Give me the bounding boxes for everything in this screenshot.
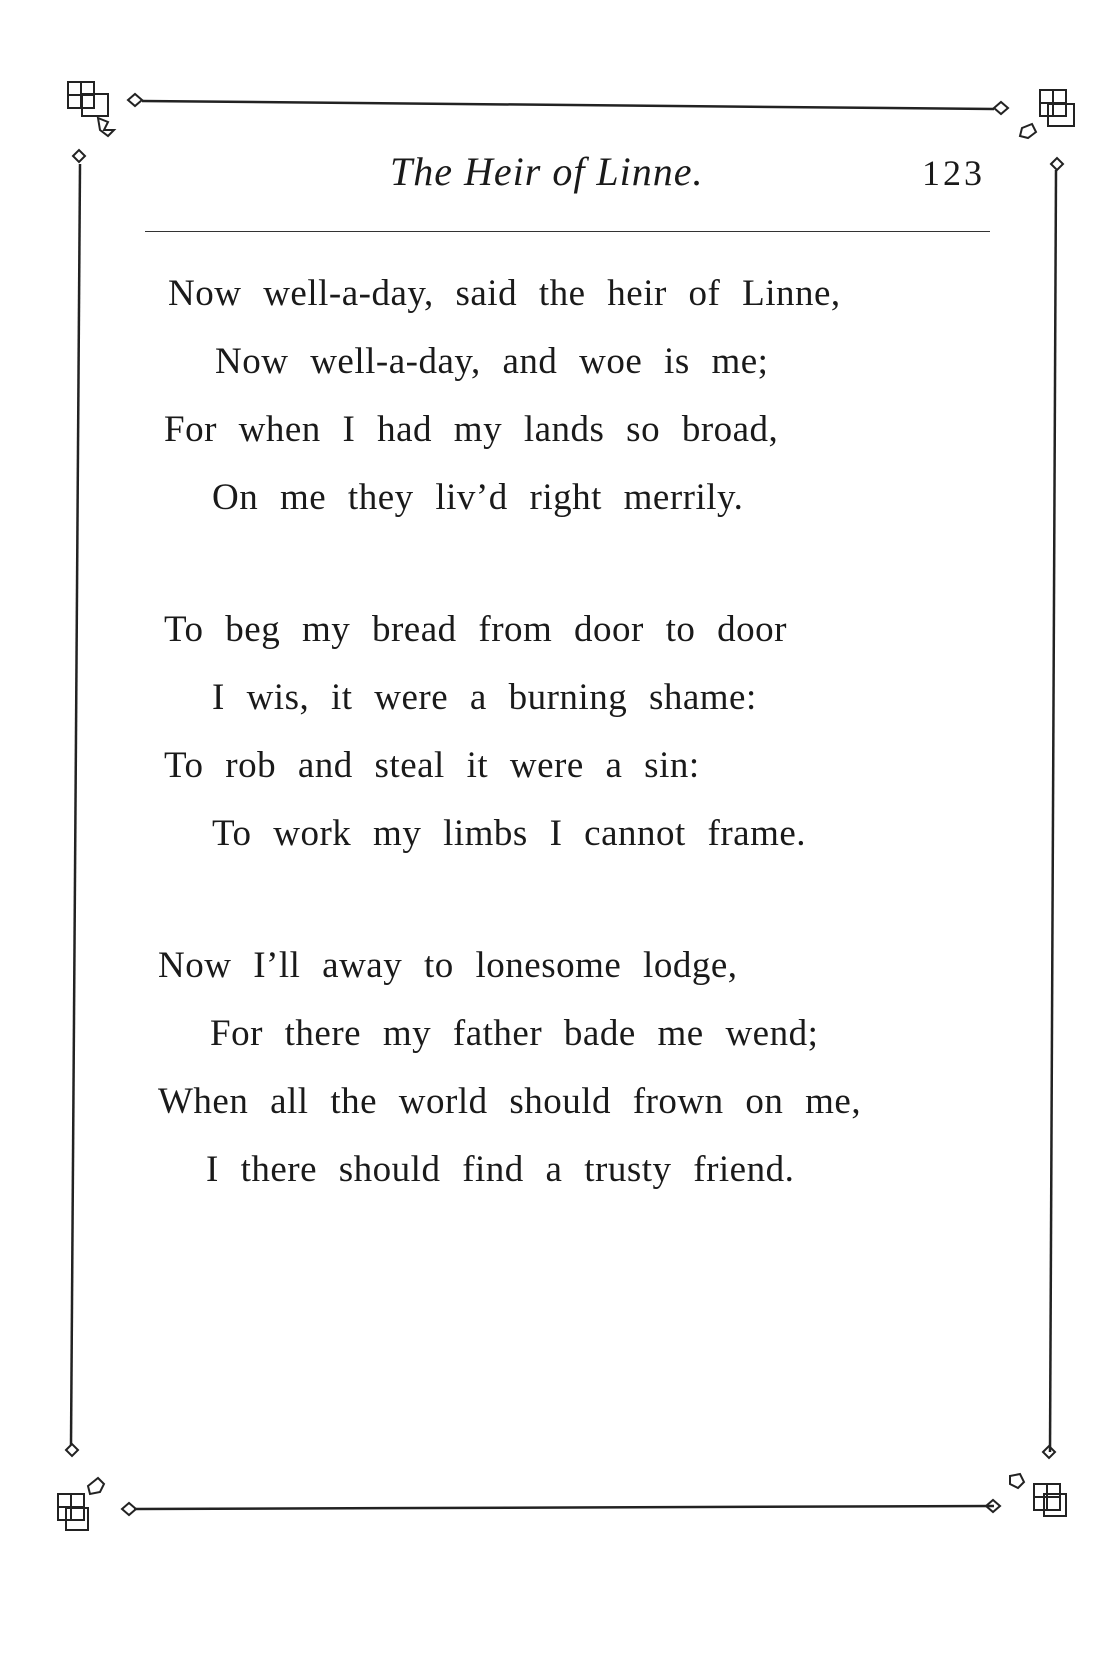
poem-line: I there should find a trusty friend. (206, 1149, 795, 1190)
page-number: 123 (922, 153, 985, 193)
running-header-title: The Heir of Linne. (390, 149, 704, 194)
poem-line: Now well-a-day, and woe is me; (215, 341, 769, 382)
poem-line: For there my father bade me wend; (210, 1013, 819, 1054)
corner-ornament-icon (58, 1444, 136, 1530)
poem-line: Now I’ll away to lonesome lodge, (158, 945, 738, 986)
corner-ornament-icon (994, 90, 1074, 170)
corner-ornament-icon (68, 82, 142, 162)
poem-line: To rob and steal it were a sin: (164, 745, 700, 786)
poem-line: To beg my bread from door to door (164, 609, 787, 650)
header-rule (145, 231, 990, 232)
corner-ornament-icon (986, 1446, 1066, 1516)
poem-line: For when I had my lands so broad, (164, 409, 779, 450)
poem-line: I wis, it were a burning shame: (212, 677, 757, 718)
poem-line: Now well-a-day, said the heir of Linne, (168, 273, 841, 314)
poem-line: When all the world should frown on me, (158, 1081, 862, 1122)
poem-line: On me they liv’d right merrily. (212, 477, 744, 518)
poem-line: To work my limbs I cannot frame. (212, 813, 807, 854)
